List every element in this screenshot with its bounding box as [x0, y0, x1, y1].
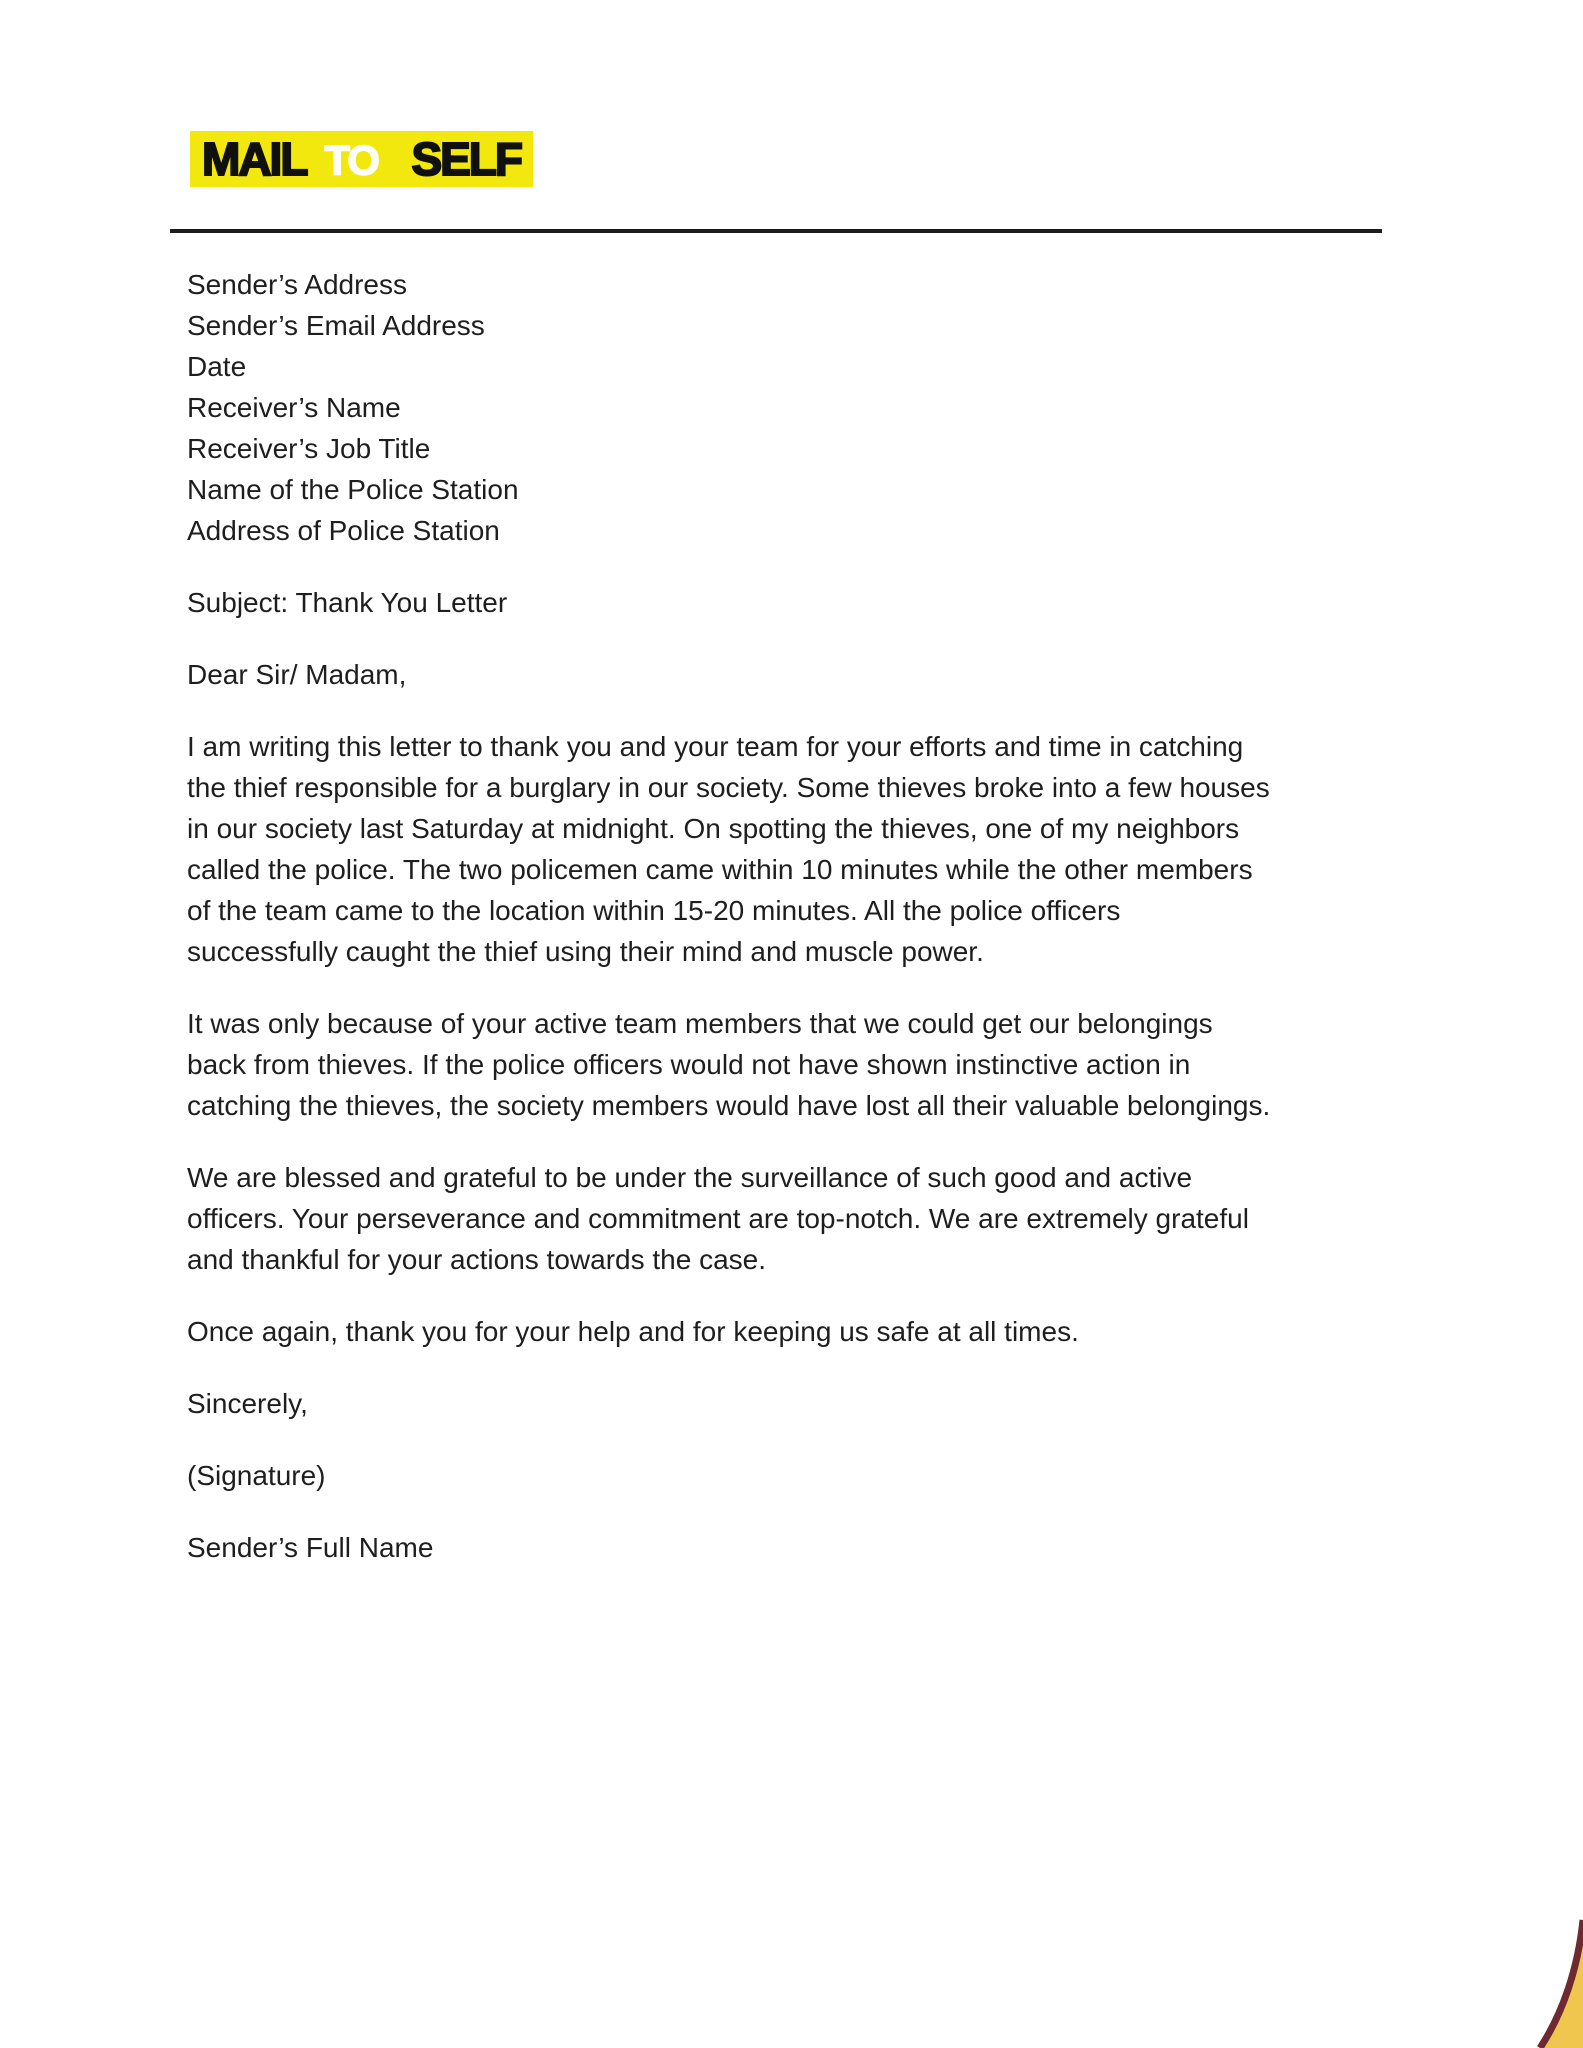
closing-signature-placeholder: (Signature): [187, 1460, 326, 1491]
logo-word-self: SELF: [411, 133, 521, 185]
letter-body: [187, 264, 1517, 1568]
logo-word-to: TO: [324, 136, 378, 184]
paragraph-4: Once again, thank you for your help and for keeping us safe at all times.: [187, 1316, 1079, 1347]
swoosh-yellow-fill: [1540, 1920, 1583, 2048]
corner-swoosh-decoration: [1493, 1898, 1583, 2048]
paragraph-2: It was only because of your active team members that we could get our belongings back from thieves. If the police officers would not have shown instinctive action in catching the thieves, the society members would have lost all their valuable belongings.: [187, 1008, 1271, 1121]
closing-sincerely: Sincerely,: [187, 1388, 308, 1419]
paragraph-1: I am writing this letter to thank you and your team for your efforts and time in catching the thief responsible for a burglary in our society. Some thieves broke into a few houses in our society last Saturday at midnight. On spotting the thieves, one of my neighbors called the police. The two policemen came within 10 minutes while the other members of the team came to the location within 15-20 minutes. All the police officers successfully caught the thief using their mind and muscle power.: [187, 731, 1270, 967]
header-divider: [170, 229, 1382, 233]
closing-sender-full-name: Sender’s Full Name: [187, 1532, 434, 1563]
paragraph-3: We are blessed and grateful to be under the surveillance of such good and active officers. Your perseverance and commitment are top-notch. We are extremely grateful and thankful for your actions towards the case.: [187, 1162, 1249, 1275]
logo-word-mail: MAIL: [202, 133, 307, 185]
mail-to-self-logo: [190, 131, 533, 187]
sender-receiver-address-block: Sender’s Address Sender’s Email Address Date Receiver’s Name Receiver’s Job Title Name of the Police Station Address of Police Station: [187, 269, 519, 546]
salutation: Dear Sir/ Madam,: [187, 659, 407, 690]
subject-line: Subject: Thank You Letter: [187, 587, 508, 618]
